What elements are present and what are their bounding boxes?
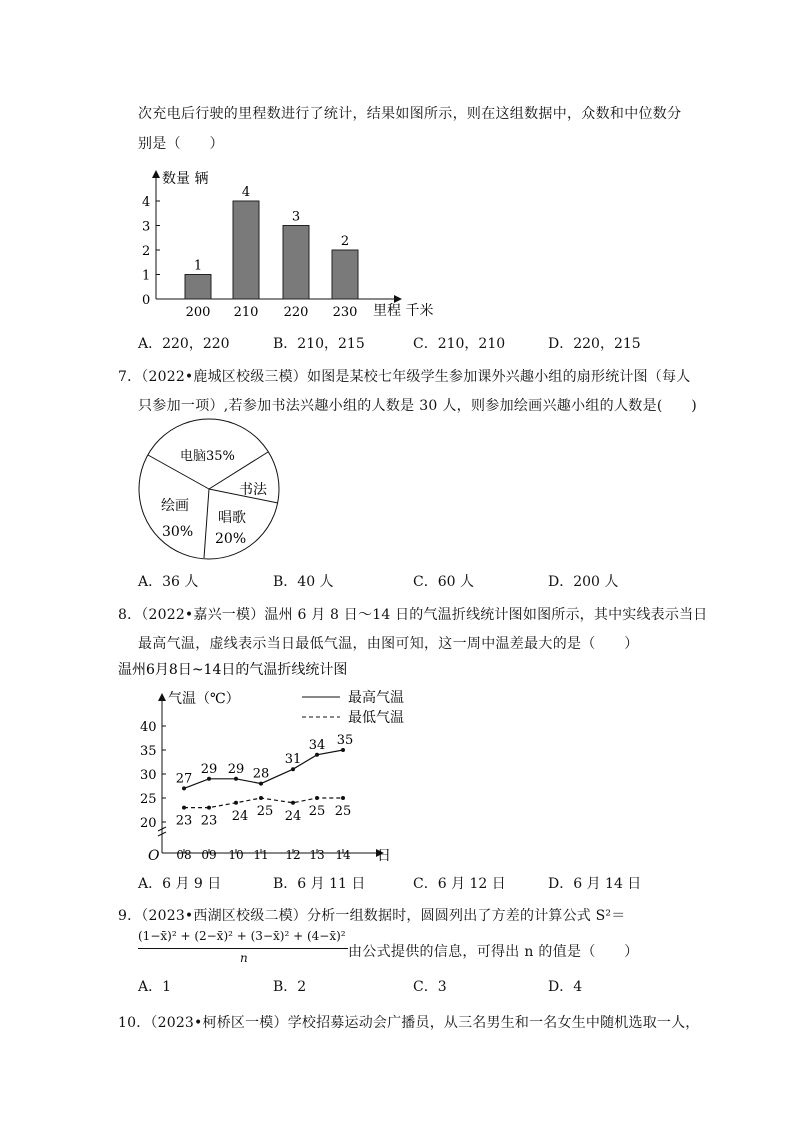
q6-option-b[interactable]: B．210，215: [273, 336, 365, 352]
series-point: [207, 806, 211, 810]
series-point: [207, 777, 211, 781]
q7-text-line2: 只参加一项）,若参加书法兴趣小组的人数是 30 人，则参加绘画兴趣小组的人数是( ): [138, 398, 697, 414]
series-data-label: 24: [231, 808, 249, 824]
bar-chart: [125, 162, 445, 322]
line-x-tick-label: 13: [309, 848, 325, 862]
bar-y-tick-label: 2: [142, 244, 151, 259]
q8-option-a[interactable]: A．6 月 9 日: [138, 876, 222, 892]
bar-220: [283, 226, 309, 300]
q9-formula-denominator: n: [240, 951, 248, 965]
pie-label-changge: 唱歌: [218, 510, 246, 526]
pie-label-huihua: 绘画: [161, 498, 189, 514]
q6-option-c[interactable]: C．210，210: [413, 336, 506, 352]
line-x-tick-label: 14: [335, 848, 351, 862]
q8-text-line1: 8．（2022•嘉兴一模）温州 6 月 8 日～14 日的气温折线统计图如图所示，其中实线表示当日: [118, 607, 708, 623]
line-x-tick-label: 08: [176, 848, 192, 862]
series-data-label: 27: [175, 771, 193, 787]
line-x-tick-label: 11: [253, 848, 269, 862]
q9-fraction-bar: [138, 948, 348, 949]
pie-label-diannao: 电脑35%: [180, 449, 235, 464]
bar-value-label: 2: [340, 234, 350, 249]
series-point: [182, 806, 186, 810]
series-data-label: 25: [334, 804, 352, 819]
q10-text-line1: 10．（2023•柯桥区一模）学校招募运动会广播员，从三名男生和一名女生中随机选取一人，: [118, 1015, 700, 1031]
q9-text-line1: 9．（2023•西湖区校级二模）分析一组数据时，圆圆列出了方差的计算公式 S²＝: [118, 908, 626, 924]
line-y-tick-label: 30: [140, 768, 157, 783]
q7-option-b[interactable]: B．40 人: [273, 574, 334, 590]
series-point: [182, 786, 186, 790]
series-point: [259, 796, 263, 800]
line-chart: [112, 655, 412, 870]
q6-text-line2: 别是（ ）: [138, 136, 224, 152]
series-point: [234, 801, 238, 805]
bar-value-label: 1: [193, 258, 203, 274]
line-y-tick-label: 25: [140, 792, 157, 807]
q6-option-a[interactable]: A．220，220: [138, 336, 230, 352]
series-point: [291, 801, 295, 805]
line-y-tick-label: 20: [140, 816, 157, 831]
bar-category-label: 230: [332, 305, 358, 320]
q7-text-line1: 7．（2022•鹿城区校级三模）如图是某校七年级学生参加课外兴趣小组的扇形统计图（每人: [118, 369, 691, 385]
line-origin-label: O: [148, 848, 160, 864]
series-data-label: 29: [200, 761, 218, 777]
q9-formula-numerator: (1−x̄)² + (2−x̄)² + (3−x̄)² + (4−x̄)²: [138, 929, 346, 943]
series-data-label: 25: [308, 804, 326, 819]
q8-text-line2: 最高气温，虚线表示当日最低气温，由图可知，这一周中温差最大的是（ ）: [138, 636, 639, 652]
pie-label-shufa: 书法: [239, 482, 267, 498]
series-data-label: 23: [175, 813, 193, 829]
line-y-tick-label: 40: [140, 720, 157, 735]
bar-value-label: 3: [291, 209, 301, 225]
bar-230: [332, 250, 358, 299]
pie-pct-huihua: 30%: [162, 524, 194, 540]
bar-y-axis-label: 数量 辆: [162, 171, 209, 187]
bar-category-label: 200: [185, 305, 211, 320]
q9-option-a[interactable]: A．1: [138, 979, 172, 995]
line-y-axis-label: 气温（℃）: [168, 691, 240, 707]
q8-option-b[interactable]: B．6 月 11 日: [273, 876, 366, 892]
q9-option-d[interactable]: D．4: [548, 979, 583, 995]
series-point: [234, 777, 238, 781]
series-data-label: 28: [252, 766, 270, 782]
q8-option-c[interactable]: C．6 月 12 日: [413, 876, 506, 892]
line-x-tick-label: 12: [285, 848, 301, 862]
series-point: [341, 748, 345, 752]
bar-y-tick-label: 0: [142, 293, 151, 308]
q8-option-d[interactable]: D．6 月 14 日: [548, 876, 642, 892]
line-x-tick-label: 10: [228, 848, 244, 862]
series-data-label: 23: [200, 813, 218, 829]
series-point: [341, 796, 345, 800]
q7-option-c[interactable]: C．60 人: [413, 574, 474, 590]
series-point: [315, 796, 319, 800]
bar-210: [233, 201, 259, 299]
bar-category-label: 220: [283, 305, 309, 320]
bar-y-tick-label: 4: [142, 195, 151, 210]
series-point: [315, 753, 319, 757]
series-data-label: 24: [284, 808, 302, 824]
bar-category-label: 210: [233, 305, 259, 320]
q7-option-d[interactable]: D．200 人: [548, 574, 619, 590]
line-y-tick-label: 35: [140, 744, 157, 759]
pie-chart: [136, 415, 286, 565]
q7-option-a[interactable]: A．36 人: [138, 574, 199, 590]
bar-y-tick-label: 1: [142, 268, 151, 284]
q6-option-d[interactable]: D．220，215: [548, 336, 641, 352]
line-x-tick-label: 09: [201, 848, 217, 862]
bar-y-tick-label: 3: [142, 219, 151, 235]
legend-max-label: 最高气温: [348, 690, 404, 706]
q9-option-b[interactable]: B．2: [273, 979, 307, 995]
series-point: [259, 782, 263, 786]
pie-pct-changge: 20%: [215, 531, 247, 547]
q6-text-line1: 次充电后行驶的里程数进行了统计，结果如图所示，则在这组数据中，众数和中位数分: [138, 106, 682, 122]
q9-option-c[interactable]: C．3: [413, 979, 447, 995]
series-data-label: 34: [308, 737, 326, 753]
line-x-axis-label: 日: [377, 848, 391, 864]
legend-min-label: 最低气温: [348, 710, 404, 726]
bar-200: [185, 275, 211, 300]
line-chart-title: 温州6月8日~14日的气温折线统计图: [118, 662, 348, 678]
series-data-label: 35: [336, 733, 354, 748]
bar-x-axis-label: 里程 千米: [373, 303, 434, 319]
series-data-label: 29: [227, 761, 245, 777]
q9-text-after: 由公式提供的信息，可得出 n 的值是（ ）: [348, 944, 639, 960]
series-data-label: 25: [256, 804, 274, 819]
bar-value-label: 4: [241, 185, 251, 200]
series-data-label: 31: [284, 752, 302, 768]
series-point: [291, 767, 295, 771]
